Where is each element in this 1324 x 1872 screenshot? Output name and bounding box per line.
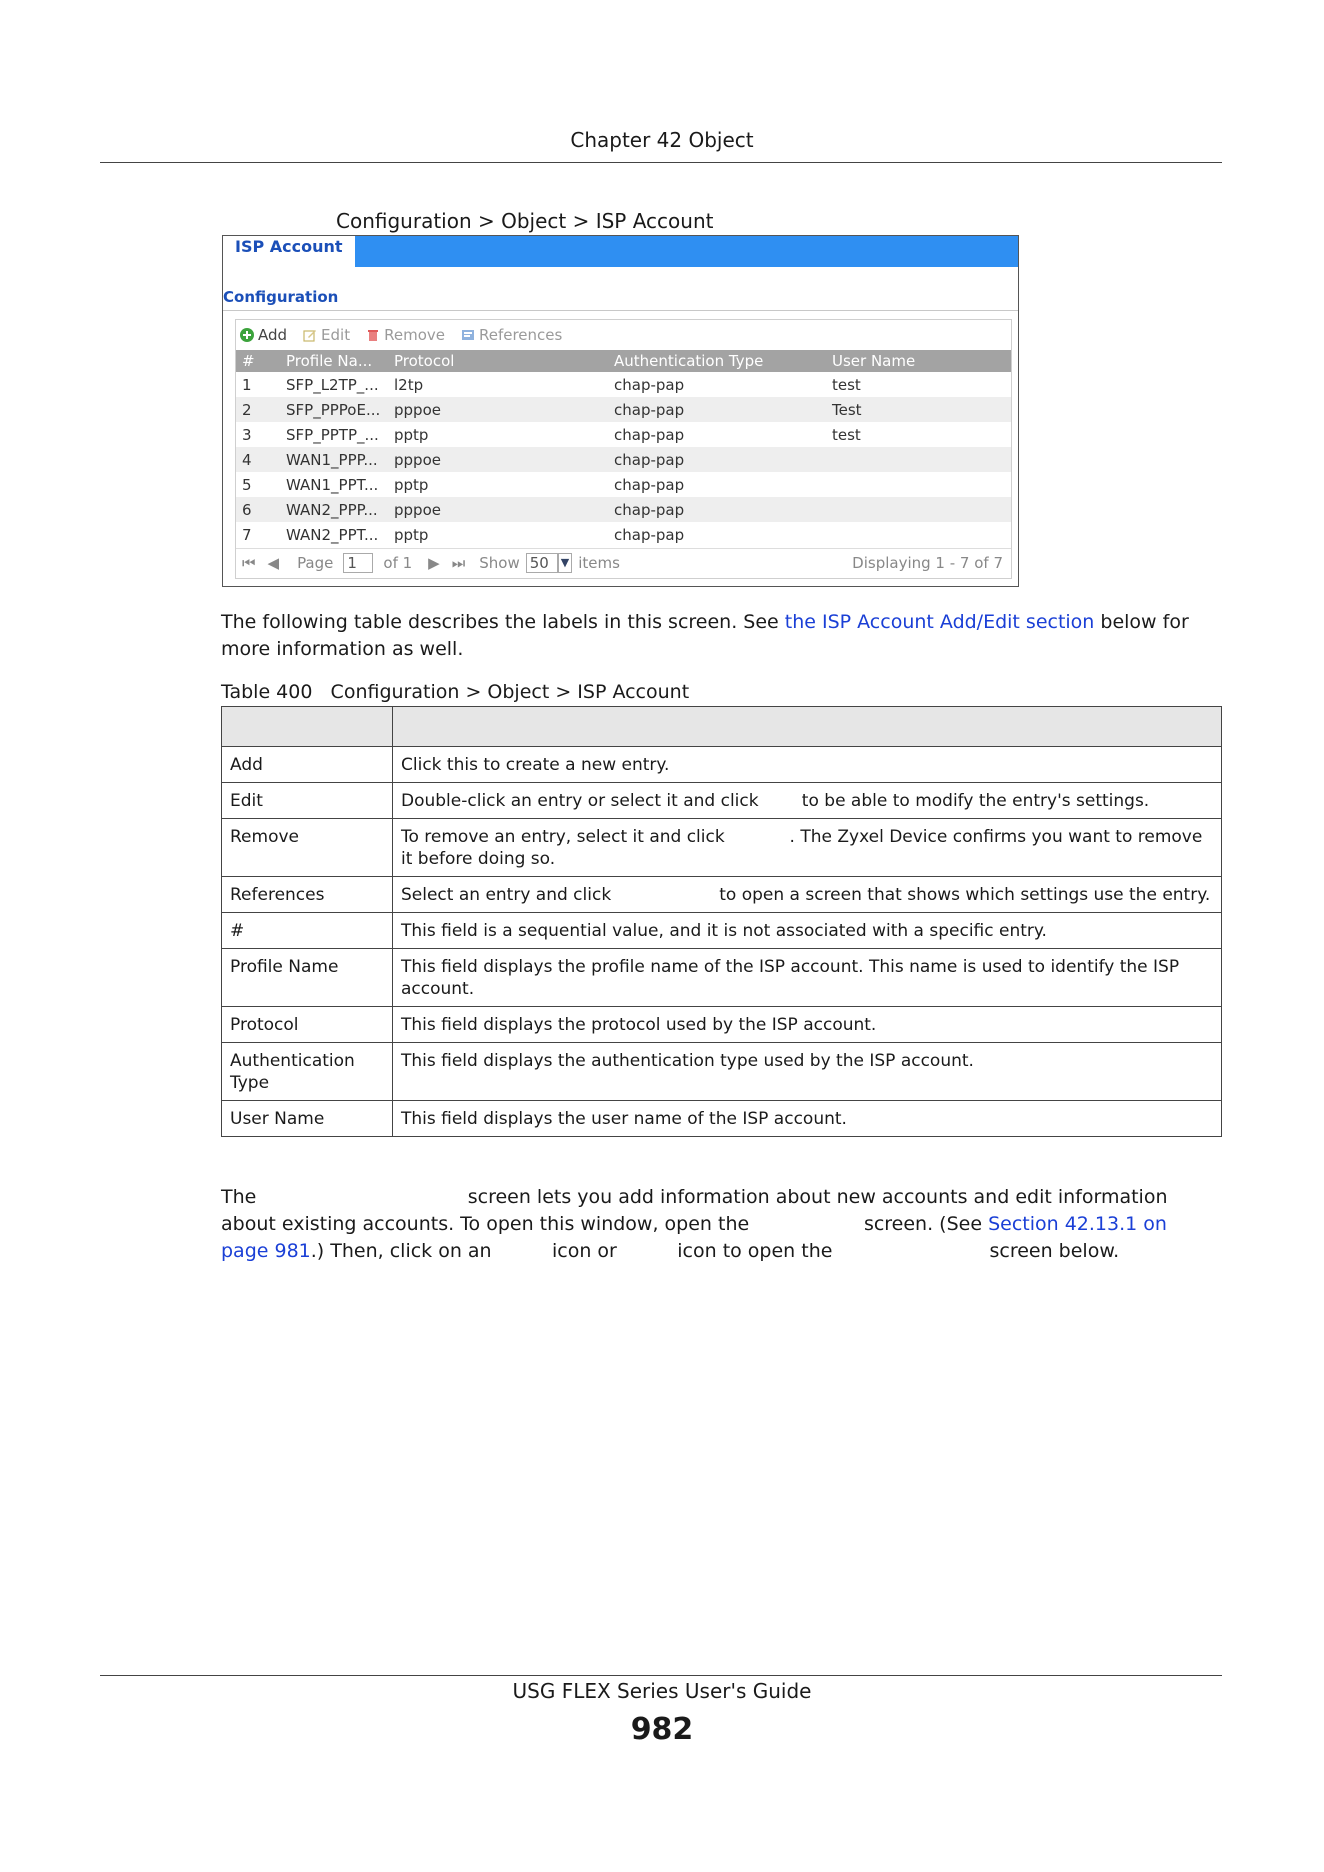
cell-protocol: l2tp bbox=[394, 375, 424, 394]
show-label: Show bbox=[479, 554, 520, 572]
figure-caption: Configuration > Object > ISP Account bbox=[336, 209, 714, 233]
header-label-cell bbox=[222, 707, 393, 747]
cell-profile-name: SFP_PPPoE... bbox=[280, 397, 388, 422]
displaying-count: Displaying 1 - 7 of 7 bbox=[852, 554, 1003, 572]
isp-account-list bbox=[236, 350, 1011, 547]
cell-protocol: pppoe bbox=[388, 447, 608, 472]
description-cell: This field displays the profile name of the ISP account. This name is used to identify the ISP account. bbox=[393, 949, 1222, 1007]
section-link[interactable]: Section 42.13.1 on bbox=[988, 1213, 1167, 1235]
cell-user-name bbox=[826, 522, 1011, 547]
cell-profile-name: SFP_L2TP_... bbox=[286, 375, 379, 394]
references-label: References bbox=[478, 326, 563, 344]
next-section-line-2 bbox=[221, 1211, 1167, 1238]
cell-profile-name: WAN1_PPP... bbox=[280, 447, 388, 472]
add-edit-section-link[interactable]: the ISP Account Add/Edit section bbox=[784, 611, 1095, 633]
page-count: of 1 bbox=[383, 554, 413, 572]
list-item[interactable] bbox=[236, 372, 1011, 397]
table-row bbox=[222, 913, 1222, 949]
cell-index: 4 bbox=[236, 447, 280, 472]
cell-protocol: pptp bbox=[394, 475, 429, 494]
description-cell: Select an entry and click to open a screen that shows which settings use the entry. bbox=[393, 877, 1222, 913]
label-cell: Authentication Type bbox=[222, 1043, 393, 1101]
references-icon bbox=[461, 328, 475, 342]
description-cell: This field displays the authentication type used by the ISP account. bbox=[393, 1043, 1222, 1101]
label-cell: Remove bbox=[222, 819, 393, 877]
cell-authentication-type: chap-pap bbox=[608, 397, 826, 422]
description-cell: To remove an entry, select it and click . The Zyxel Device confirms you want to remove it before doing so. bbox=[393, 819, 1222, 877]
cell-index: 6 bbox=[236, 497, 280, 522]
label-cell: References bbox=[222, 877, 393, 913]
table-row bbox=[222, 877, 1222, 913]
cell-profile-name: WAN2_PPP... bbox=[280, 497, 388, 522]
list-item[interactable] bbox=[236, 472, 1011, 497]
section-divider bbox=[223, 310, 1018, 311]
cell-index: 1 bbox=[242, 375, 252, 394]
page-link[interactable]: page 981 bbox=[221, 1240, 311, 1262]
cell-user-name: test bbox=[832, 425, 861, 444]
cell-user-name bbox=[826, 447, 1011, 472]
pager bbox=[236, 548, 1011, 577]
page-size-select[interactable]: 50 bbox=[526, 553, 558, 573]
cell-authentication-type: chap-pap bbox=[614, 375, 685, 394]
label-cell: Edit bbox=[222, 783, 393, 819]
cell-profile-name: SFP_PPTP_... bbox=[286, 425, 379, 444]
table-row bbox=[222, 1043, 1222, 1101]
cell-authentication-type: chap-pap bbox=[608, 447, 826, 472]
table-header-row bbox=[222, 707, 1222, 747]
list-item[interactable] bbox=[236, 422, 1011, 447]
add-icon bbox=[240, 328, 254, 342]
cell-index: 5 bbox=[242, 475, 252, 494]
cell-protocol: pptp bbox=[394, 425, 429, 444]
list-item[interactable] bbox=[236, 522, 1011, 547]
intro-text-end: below for more information as well. bbox=[221, 611, 1189, 660]
next-section-line-3 bbox=[221, 1238, 1119, 1265]
remove-label: Remove bbox=[384, 326, 445, 344]
tab-isp-account[interactable]: ISP Account bbox=[223, 236, 355, 269]
guide-title: USG FLEX Series User's Guide bbox=[512, 1679, 812, 1703]
label-cell: # bbox=[222, 913, 393, 949]
first-page-icon[interactable]: ⏮ bbox=[242, 554, 256, 572]
remove-button[interactable] bbox=[366, 326, 445, 344]
label-cell: User Name bbox=[222, 1101, 393, 1137]
label-cell: Protocol bbox=[222, 1007, 393, 1043]
header-description-cell bbox=[393, 707, 1222, 747]
table-row bbox=[222, 747, 1222, 783]
column-index[interactable]: # bbox=[236, 350, 280, 372]
table-row bbox=[222, 949, 1222, 1007]
column-user-name[interactable]: User Name bbox=[826, 350, 1011, 372]
cell-user-name bbox=[826, 472, 1011, 497]
cell-protocol: pppoe bbox=[388, 397, 608, 422]
column-profile-name[interactable]: Profile Na... bbox=[280, 350, 388, 372]
cell-index: 3 bbox=[242, 425, 252, 444]
page-label: Page bbox=[297, 554, 334, 572]
edit-label: Edit bbox=[321, 326, 351, 344]
cell-protocol: pptp bbox=[394, 525, 429, 544]
next-section-text: about existing accounts. To open this window, open the screen. (See bbox=[221, 1213, 989, 1235]
references-button[interactable] bbox=[461, 326, 562, 344]
list-panel bbox=[235, 319, 1012, 579]
cell-authentication-type: chap-pap bbox=[608, 497, 826, 522]
toolbar bbox=[240, 324, 562, 346]
chevron-down-icon[interactable]: ▼ bbox=[558, 553, 572, 573]
label-cell: Add bbox=[222, 747, 393, 783]
chapter-header: Chapter 42 Object bbox=[570, 128, 754, 152]
edit-button[interactable] bbox=[303, 326, 350, 344]
table-caption: Table 400 Configuration > Object > ISP Account bbox=[221, 681, 690, 703]
cell-user-name bbox=[826, 497, 1011, 522]
cell-protocol: pppoe bbox=[388, 497, 608, 522]
column-authentication-type[interactable]: Authentication Type bbox=[608, 350, 826, 372]
labels-table bbox=[221, 706, 1222, 1137]
next-section-line-1: The screen lets you add information about new accounts and edit information bbox=[221, 1186, 1168, 1208]
add-label: Add bbox=[258, 326, 288, 344]
next-section-text-end: .) Then, click on an icon or icon to open the screen below. bbox=[310, 1240, 1120, 1262]
table-row bbox=[222, 1007, 1222, 1043]
column-protocol[interactable]: Protocol bbox=[388, 350, 608, 372]
section-title: Configuration bbox=[223, 288, 339, 306]
intro-text: The following table describes the labels in this screen. See bbox=[221, 611, 785, 633]
intro-paragraph bbox=[221, 609, 1231, 663]
last-page-icon[interactable]: ⏭ bbox=[451, 554, 466, 572]
cell-index: 7 bbox=[242, 525, 252, 544]
list-header bbox=[236, 350, 1011, 372]
table-row bbox=[222, 783, 1222, 819]
description-cell: Click this to create a new entry. bbox=[393, 747, 1222, 783]
list-item[interactable] bbox=[236, 447, 1011, 472]
add-button[interactable] bbox=[240, 326, 287, 344]
page-input[interactable]: 1 bbox=[343, 553, 373, 573]
page-number: 982 bbox=[630, 1712, 694, 1747]
table-row bbox=[222, 1101, 1222, 1137]
cell-authentication-type: chap-pap bbox=[614, 425, 685, 444]
isp-account-screenshot bbox=[222, 235, 1019, 587]
cell-user-name: test bbox=[832, 375, 861, 394]
cell-authentication-type: chap-pap bbox=[614, 475, 685, 494]
description-cell: Double-click an entry or select it and click to be able to modify the entry's settings. bbox=[393, 783, 1222, 819]
items-label: items bbox=[578, 554, 620, 572]
description-cell: This field displays the protocol used by the ISP account. bbox=[393, 1007, 1222, 1043]
cell-profile-name: WAN2_PPT... bbox=[286, 525, 379, 544]
prev-page-icon[interactable]: ◀ bbox=[267, 554, 280, 572]
description-cell: This field is a sequential value, and it is not associated with a specific entry. bbox=[393, 913, 1222, 949]
header-rule bbox=[100, 162, 1222, 163]
next-page-icon[interactable]: ▶ bbox=[428, 554, 440, 572]
cell-profile-name: WAN1_PPT... bbox=[286, 475, 379, 494]
list-item[interactable] bbox=[236, 497, 1011, 522]
table-row bbox=[222, 819, 1222, 877]
cell-authentication-type: chap-pap bbox=[614, 525, 685, 544]
trash-icon bbox=[366, 328, 380, 342]
edit-icon bbox=[303, 328, 317, 342]
footer-rule bbox=[100, 1675, 1222, 1676]
label-cell: Profile Name bbox=[222, 949, 393, 1007]
cell-user-name: Test bbox=[826, 397, 1011, 422]
list-item[interactable] bbox=[236, 397, 1011, 422]
description-cell: This field displays the user name of the ISP account. bbox=[393, 1101, 1222, 1137]
cell-index: 2 bbox=[236, 397, 280, 422]
